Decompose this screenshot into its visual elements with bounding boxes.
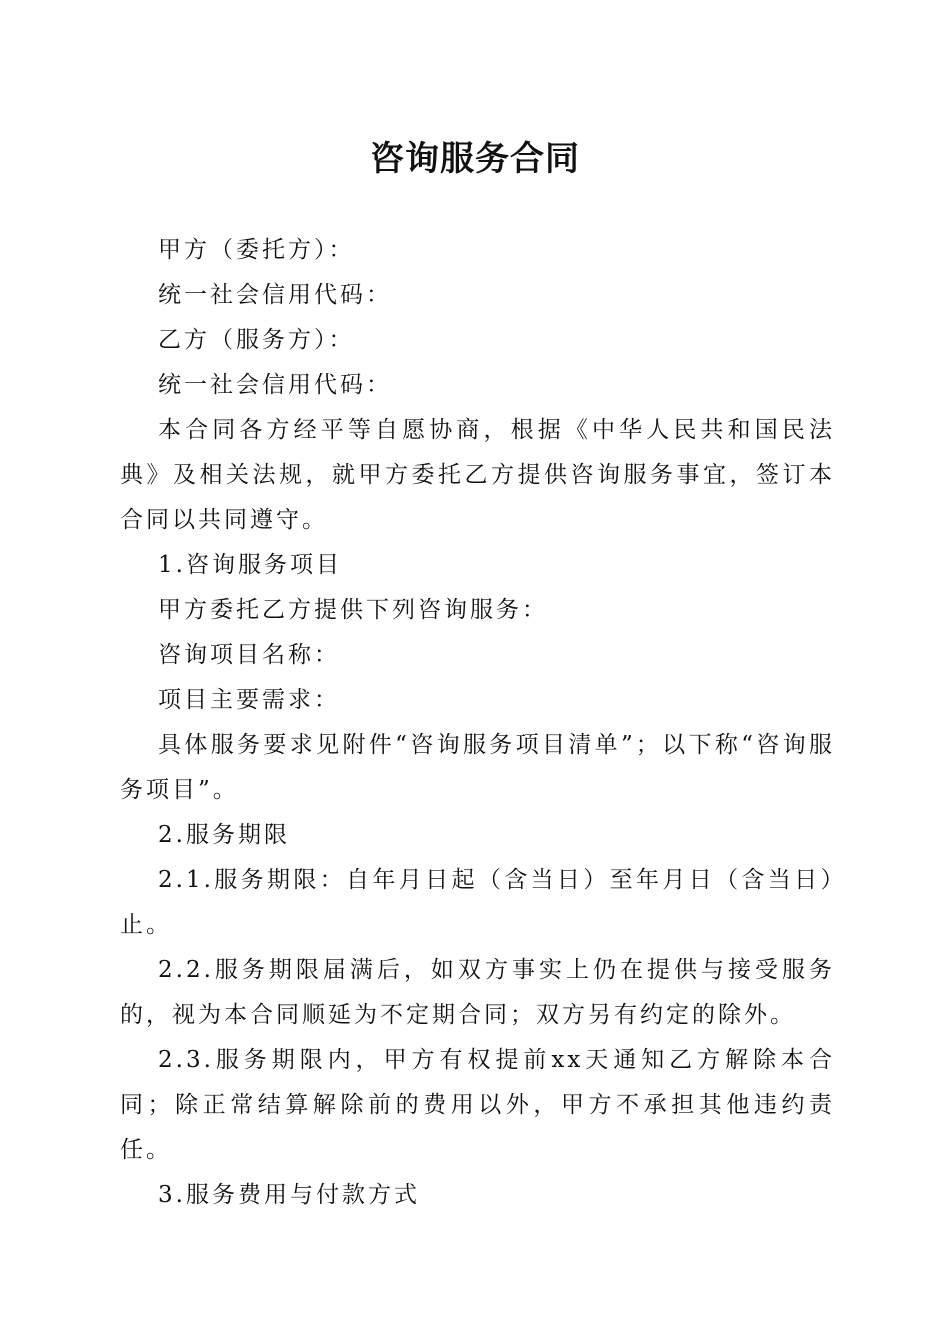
clause-2-1: 2.1.服务期限：自年月日起（含当日）至年月日（含当日）止。 <box>120 867 835 938</box>
party-b-credit-code-line: 统一社会信用代码： <box>158 372 392 398</box>
document-title: 咨询服务合同 <box>370 139 580 179</box>
party-b-line: 乙方（服务方）： <box>158 327 355 353</box>
section-3-heading: 3.服务费用与付款方式 <box>158 1182 420 1208</box>
service-detail-paragraph: 具体服务要求见附件“咨询服务项目清单”；以下称“咨询服务项目”。 <box>120 732 835 803</box>
party-a-credit-code-line: 统一社会信用代码： <box>158 282 392 308</box>
party-a-line: 甲方（委托方）： <box>158 237 355 263</box>
section-2-heading: 2.服务期限 <box>158 822 290 848</box>
section-1-intro: 甲方委托乙方提供下列咨询服务： <box>158 597 548 623</box>
clause-2-2: 2.2.服务期限届满后，如双方事实上仍在提供与接受服务的，视为本合同顺延为不定期合同；双方另有约定的除外。 <box>120 957 835 1028</box>
project-requirements-line: 项目主要需求： <box>158 687 340 713</box>
document-body <box>120 228 835 1218</box>
project-name-line: 咨询项目名称： <box>158 642 340 668</box>
preamble-paragraph: 本合同各方经平等自愿协商，根据《中华人民共和国民法典》及相关法规，就甲方委托乙方提供咨询服务事宜，签订本合同以共同遵守。 <box>120 417 835 533</box>
section-1-heading: 1.咨询服务项目 <box>158 552 342 578</box>
clause-2-3: 2.3.服务期限内，甲方有权提前xx天通知乙方解除本合同；除正常结算解除前的费用以外，甲方不承担其他违约责任。 <box>120 1047 835 1163</box>
